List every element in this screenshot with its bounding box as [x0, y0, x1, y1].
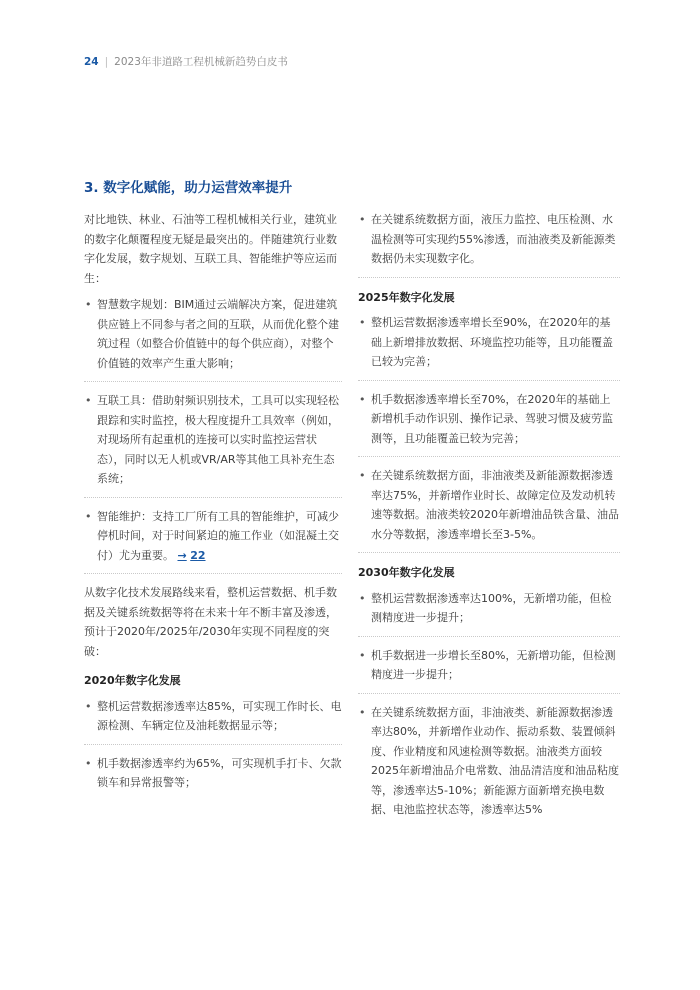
right-column: [358, 210, 620, 837]
roadmap-paragraph: 从数字化技术发展路线来看，整机运营数据、机手数据及关键系统数据等将在未来十年不断丰富及渗透，预计于2020年/2025年/2030年实现不同程度的突破：: [84, 586, 337, 658]
bullet-2020-operator: • 机手数据渗透率约为65%，可实现机手打卡、欠款锁车和异常报警等；: [84, 754, 342, 801]
bullet-digital-planning: • 智慧数字规划：BIM通过云端解决方案，促进建筑供应链上不同参与者之间的互联，从而优化整个建筑过程（如整合价值链中的每个供应商），对整个价值链的效率产生重大影响；: [84, 295, 342, 382]
heading-2030: 2030年数字化发展: [358, 566, 455, 579]
header-divider: |: [104, 56, 109, 68]
bullet-2025-operator: • 机手数据渗透率增长至70%，在2020年的基础上新增机手动作识别、操作记录、驾驶习惯及疲劳监测等，且功能覆盖已较为完善；: [358, 390, 620, 458]
bullet-2030-operator: • 机手数据进一步增长至80%，无新增功能，但检测精度进一步提升；: [358, 646, 620, 694]
reference-arrow-icon: →: [177, 548, 187, 562]
bullet-2020-key-systems: • 在关键系统数据方面，液压力监控、电压检测、水温检测等可实现约55%渗透，而油液类及新能源类数据仍未实现数字化。: [358, 210, 620, 278]
heading-2020: 2020年数字化发展: [84, 674, 181, 687]
bullet-smart-maintenance: [84, 507, 342, 575]
bullet-2025-key-systems: • 在关键系统数据方面，非油液类及新能源数据渗透率达75%，并新增作业时长、故障定位及发动机转速等数据。油液类较2020年新增油品铁含量、油品水分等数据，渗透率增长至3-5%。: [358, 466, 620, 553]
bullet-2030-machine: • 整机运营数据渗透率达100%，无新增功能，但检测精度进一步提升；: [358, 589, 620, 637]
bullet-2025-machine: • 整机运营数据渗透率增长至90%，在2020年的基础上新增排放数据、环境监控功能等，且功能覆盖已较为完善；: [358, 313, 620, 381]
intro-paragraph: 对比地铁、林业、石油等工程机械相关行业，建筑业的数字化颠覆程度无疑是最突出的。伴随建筑行业数字化发展，数字规划、互联工具、智能维护等应运而生：: [84, 213, 337, 285]
bullet-smart-maintenance-text: 智能维护：支持工厂所有工具的智能维护，可减少停机时间，对于时间紧迫的施工作业（如混凝土交付）尤为重要。: [97, 509, 339, 562]
bullet-connected-tools: • 互联工具：借助射频识别技术，工具可以实现轻松跟踪和实时监控，极大程度提升工具效率（例如，对现场所有起重机的连接可以实时监控运营状态），同时以无人机或VR/AR等其他工具补充生态系统；: [84, 391, 342, 498]
footnote-link[interactable]: 22: [190, 548, 206, 562]
page-number: 24: [84, 56, 99, 68]
page-header: [84, 54, 288, 69]
bullet-2020-machine: • 整机运营数据渗透率达85%，可实现工作时长、电源检测、车辆定位及油耗数据显示等；: [84, 697, 342, 745]
section-title: 3. 数字化赋能，助力运营效率提升: [84, 180, 293, 196]
bullet-2030-key-systems: • 在关键系统数据方面，非油液类、新能源数据渗透率达80%，并新增作业动作、振动系数、装置倾斜度、作业精度和风速检测等数据。油液类方面较2025年新增油品介电常数、油品清洁度和油品粘度等，渗透率达5-10%；新能源方面新增充换电数据、电池监控状态等，渗透率达5%: [358, 703, 620, 828]
document-title: 2023年非道路工程机械新趋势白皮书: [114, 56, 288, 68]
heading-2025: 2025年数字化发展: [358, 290, 455, 304]
left-column: [84, 210, 342, 810]
